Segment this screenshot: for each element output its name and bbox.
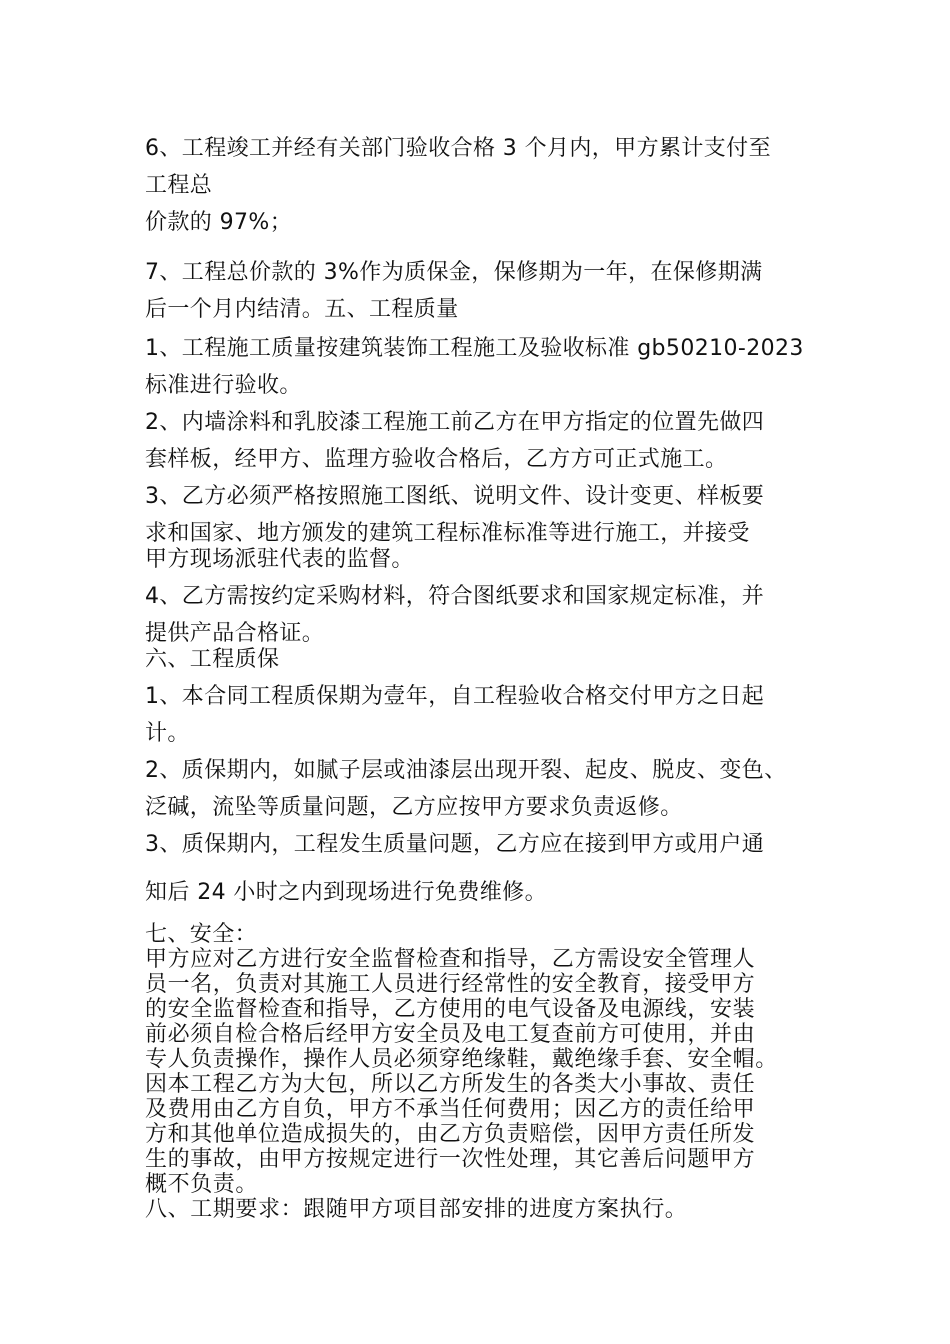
text-line: 知后 24 小时之内到现场进行免费维修。 <box>145 880 547 905</box>
section-heading: 八、工期要求：跟随甲方项目部安排的进度方案执行。 <box>145 1197 688 1222</box>
text-line: 套样板，经甲方、监理方验收合格后，乙方方可正式施工。 <box>145 447 728 472</box>
text-line: 专人负责操作，操作人员必须穿绝缘鞋，戴绝缘手套、安全帽。 <box>145 1047 778 1072</box>
text-line: 2、内墙涂料和乳胶漆工程施工前乙方在甲方指定的位置先做四 <box>145 410 765 435</box>
text-line: 3、乙方必须严格按照施工图纸、说明文件、设计变更、样板要 <box>145 484 765 509</box>
text-line: 7、工程总价款的 3%作为质保金，保修期为一年，在保修期满 <box>145 260 763 285</box>
text-line: 工程总 <box>145 173 213 198</box>
section-heading: 六、工程质保 <box>145 647 280 672</box>
text-line: 甲方应对乙方进行安全监督检查和指导，乙方需设安全管理人 <box>145 947 756 972</box>
text-line: 3、质保期内，工程发生质量问题，乙方应在接到甲方或用户通 <box>145 832 765 857</box>
text-line: 后一个月内结清。五、工程质量 <box>145 297 459 322</box>
text-line: 的安全监督检查和指导，乙方使用的电气设备及电源线，安装 <box>145 997 756 1022</box>
text-line: 概不负责。 <box>145 1172 259 1197</box>
text-line: 2、质保期内，如腻子层或油漆层出现开裂、起皮、脱皮、变色、 <box>145 758 787 783</box>
text-line: 生的事故，由甲方按规定进行一次性处理，其它善后问题甲方 <box>145 1147 756 1172</box>
text-line: 6、工程竣工并经有关部门验收合格 3 个月内，甲方累计支付至 <box>145 136 771 161</box>
text-line: 求和国家、地方颁发的建筑工程标准标准等进行施工，并接受 <box>145 521 750 546</box>
text-line: 因本工程乙方为大包，所以乙方所发生的各类大小事故、责任 <box>145 1072 756 1097</box>
text-line: 方和其他单位造成损失的，由乙方负责赔偿，因甲方责任所发 <box>145 1122 756 1147</box>
text-line: 员一名，负责对其施工人员进行经常性的安全教育，接受甲方 <box>145 972 756 997</box>
text-line: 1、本合同工程质保期为壹年，自工程验收合格交付甲方之日起 <box>145 684 765 709</box>
text-line: 提供产品合格证。 <box>145 621 325 646</box>
text-line: 及费用由乙方自负，甲方不承当任何费用；因乙方的责任给甲 <box>145 1097 756 1122</box>
text-line: 1、工程施工质量按建筑装饰工程施工及验收标准 gb50210-2023 <box>145 336 804 361</box>
text-line: 泛碱，流坠等质量问题，乙方应按甲方要求负责返修。 <box>145 795 683 820</box>
section-heading: 七、安全： <box>145 922 258 947</box>
text-line: 4、乙方需按约定采购材料，符合图纸要求和国家规定标准，并 <box>145 584 765 609</box>
text-line: 价款的 97%； <box>145 210 293 235</box>
text-line: 甲方现场派驻代表的监督。 <box>145 547 414 572</box>
text-line: 前必须自检合格后经甲方安全员及电工复查前方可使用，并由 <box>145 1022 756 1047</box>
text-line: 计。 <box>145 721 190 746</box>
text-line: 标准进行验收。 <box>145 373 302 398</box>
